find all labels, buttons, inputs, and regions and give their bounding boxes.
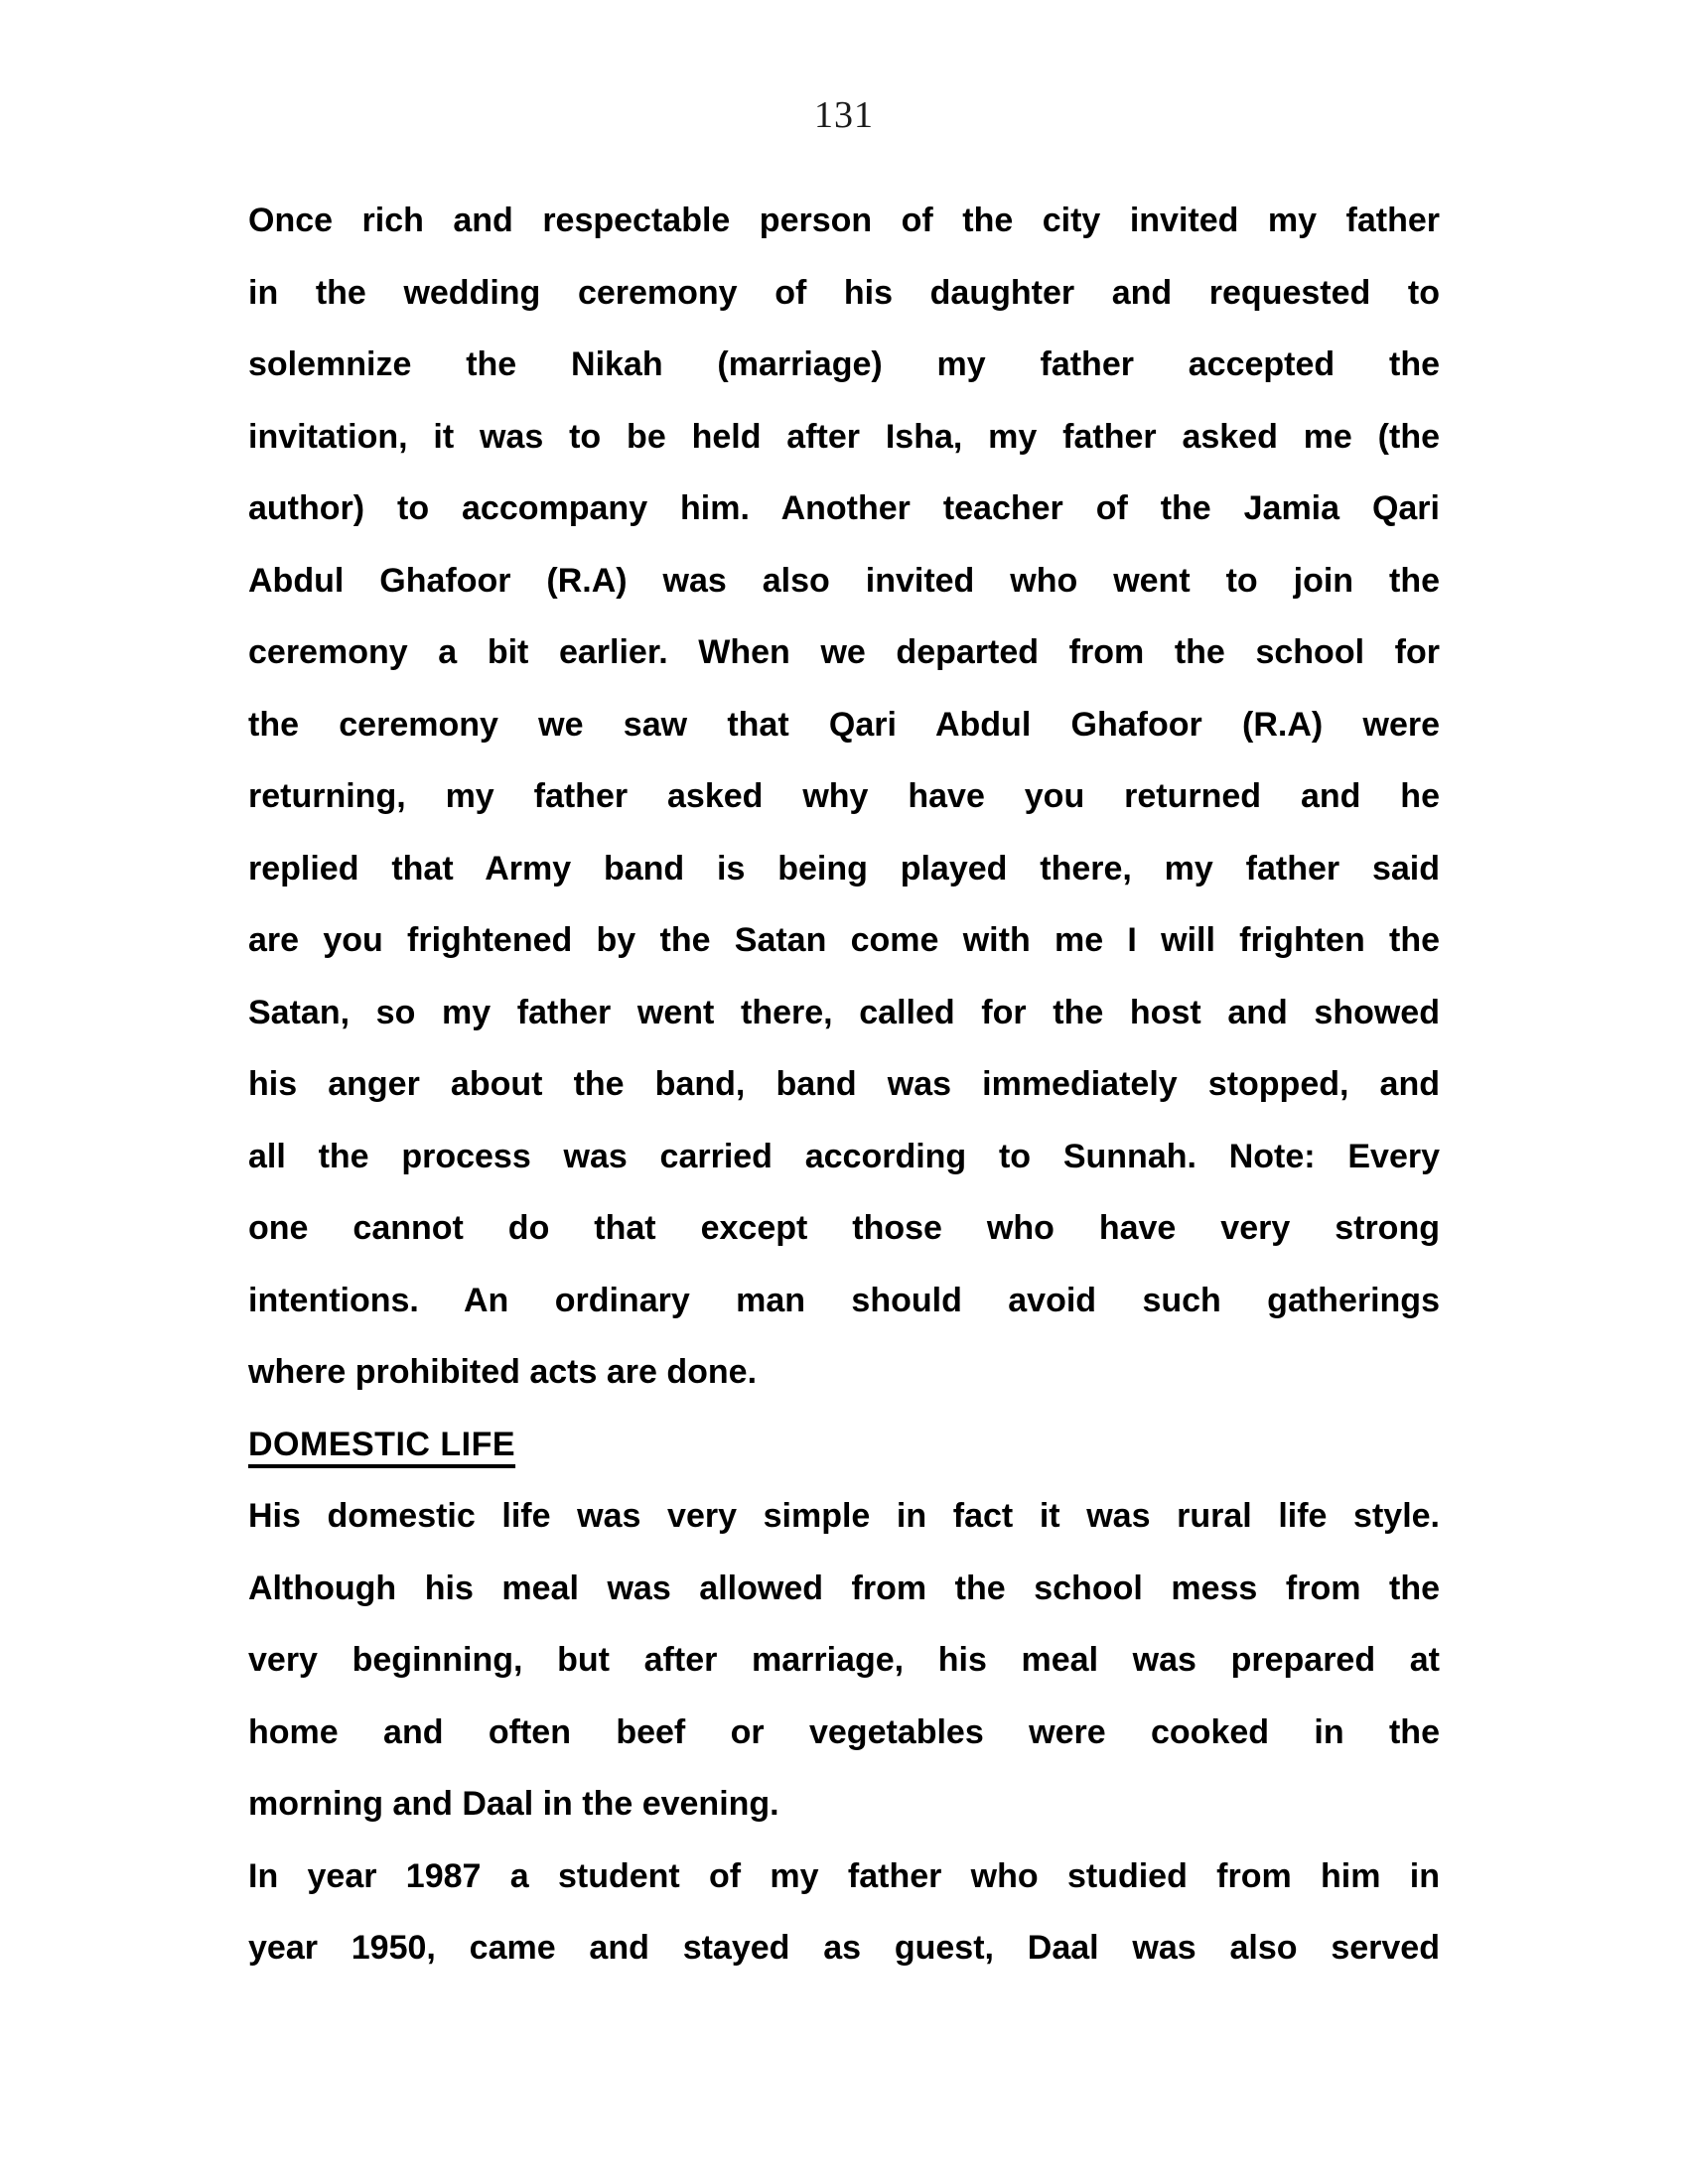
text-line: In year 1987 a student of my father who studied from him in: [248, 1856, 1440, 1895]
text-line: Although his meal was allowed from the school mess from the: [248, 1569, 1440, 1607]
text-line: invitation, it was to be held after Isha, my father asked me (the: [248, 417, 1440, 456]
page-content: [248, 185, 1440, 1984]
section-heading-text: DOMESTIC LIFE: [248, 1425, 516, 1463]
text-line: one cannot do that except those who have very strong: [248, 1209, 1440, 1247]
text-line: Abdul Ghafoor (R.A) was also invited who went to join the: [248, 561, 1440, 600]
page-number: 131: [814, 94, 874, 136]
text-line: His domestic life was very simple in fact it was rural life style.: [248, 1497, 1440, 1535]
text-line: replied that Army band is being played there, my father said: [248, 849, 1440, 887]
text-line: the ceremony we saw that Qari Abdul Ghafoor (R.A) were: [248, 705, 1440, 744]
text-line: morning and Daal in the evening.: [248, 1785, 779, 1823]
text-line: Once rich and respectable person of the city invited my father: [248, 202, 1440, 239]
text-line: home and often beef or vegetables were cooked in the: [248, 1712, 1440, 1751]
text-line: solemnize the Nikah (marriage) my father accepted the: [248, 345, 1440, 383]
text-line: year 1950, came and stayed as guest, Daal was also served: [248, 1929, 1440, 1967]
text-line: his anger about the band, band was immediately stopped, and: [248, 1065, 1440, 1103]
text-line: where prohibited acts are done.: [248, 1353, 758, 1391]
text-line: author) to accompany him. Another teacher of the Jamia Qari: [248, 489, 1440, 527]
text-line: very beginning, but after marriage, his meal was prepared at: [248, 1641, 1440, 1679]
text-line: are you frightened by the Satan come with me I will frighten the: [248, 921, 1440, 959]
text-line: in the wedding ceremony of his daughter and requested to: [248, 273, 1440, 312]
text-line: all the process was carried according to Sunnah. Note: Every: [248, 1137, 1440, 1175]
text-line: ceremony a bit earlier. When we departed from the school for: [248, 633, 1440, 671]
text-line: Satan, so my father went there, called for the host and showed: [248, 993, 1440, 1031]
text-line: intentions. An ordinary man should avoid such gatherings: [248, 1281, 1440, 1319]
section-heading: [248, 1409, 1440, 1481]
text-line: returning, my father asked why have you returned and he: [248, 777, 1440, 815]
